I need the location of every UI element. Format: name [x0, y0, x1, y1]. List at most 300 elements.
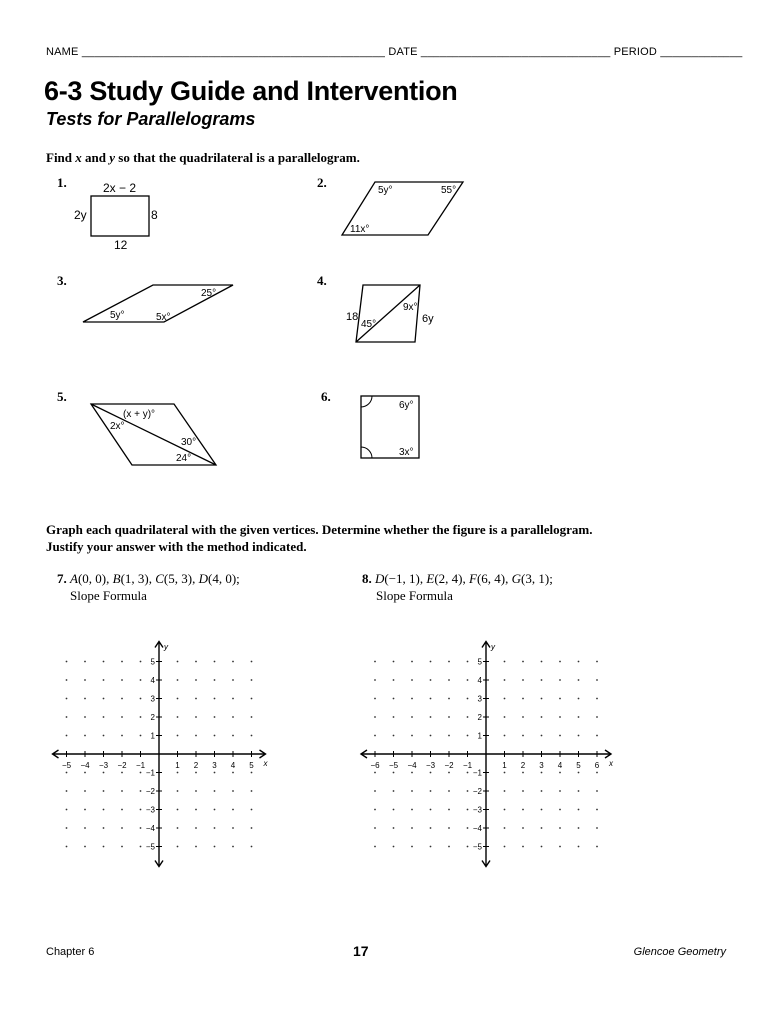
- vertex-coords: (4, 0): [207, 571, 237, 586]
- grid-dot: [541, 772, 543, 774]
- rectangle-shape: [91, 196, 149, 236]
- grid-dot: [121, 772, 123, 774]
- problem-2-number: 2.: [317, 175, 327, 190]
- grid-dot: [596, 679, 598, 681]
- grid-dot: [596, 661, 598, 663]
- grid-dot: [393, 772, 395, 774]
- angle-arc: [361, 396, 372, 407]
- grid-dot: [448, 772, 450, 774]
- figure-4-side-6y: 6y: [422, 313, 434, 325]
- grid-dot: [504, 716, 506, 718]
- problem-4-number: 4.: [317, 273, 327, 288]
- grid-dot: [214, 827, 216, 829]
- grid-dot: [374, 809, 376, 811]
- grid-dot: [84, 716, 86, 718]
- grid-dot: [411, 827, 413, 829]
- grid-dot: [214, 846, 216, 848]
- grid-dot: [374, 698, 376, 700]
- y-axis-label: y: [491, 642, 495, 652]
- grid-dot: [374, 679, 376, 681]
- x-tick-label: 3: [212, 761, 217, 770]
- y-tick-label: 1: [477, 731, 482, 741]
- figure-3-angle-5y: 5y°: [110, 310, 125, 321]
- x-tick-label: 5: [576, 761, 581, 770]
- grid-dot: [121, 827, 123, 829]
- grid-dot: [578, 809, 580, 811]
- grid-dot: [430, 698, 432, 700]
- figure-1-left-label: 2y: [74, 208, 87, 222]
- grid-dot: [374, 790, 376, 792]
- grid-dot: [140, 716, 142, 718]
- grid-dot: [596, 809, 598, 811]
- grid-dot: [140, 735, 142, 737]
- y-tick-label: 2: [150, 713, 155, 722]
- grid-dot: [103, 735, 105, 737]
- grid-dot: [541, 846, 543, 848]
- x-tick-label: −6: [370, 761, 380, 770]
- grid-dot: [195, 809, 197, 811]
- grid-dot: [448, 735, 450, 737]
- vertex-label: G: [511, 571, 522, 586]
- grid-dot: [84, 846, 86, 848]
- grid-dot: [578, 661, 580, 663]
- grid-dot: [467, 735, 469, 737]
- grid-dot: [541, 790, 543, 792]
- grid-dot: [140, 679, 142, 681]
- grid-dot: [84, 827, 86, 829]
- grid-dot: [430, 735, 432, 737]
- y-tick-label: −2: [472, 787, 482, 796]
- grid-dot: [232, 846, 234, 848]
- grid-dot: [467, 661, 469, 663]
- grid-dot: [448, 698, 450, 700]
- grid-dot: [393, 735, 395, 737]
- grid-dot: [411, 846, 413, 848]
- grid-dot: [430, 716, 432, 718]
- grid-dot: [140, 698, 142, 700]
- figure-5-angle-xy: (x + y)°: [123, 409, 156, 420]
- grid-dot: [467, 716, 469, 718]
- vertex-coords: (1, 3): [120, 571, 149, 586]
- grid-dot: [251, 827, 253, 829]
- grid-dot: [177, 735, 179, 737]
- grid-dot: [232, 661, 234, 663]
- y-tick-label: 5: [477, 657, 482, 667]
- grid-dot: [177, 772, 179, 774]
- grid-dot: [467, 846, 469, 848]
- grid-dot: [214, 698, 216, 700]
- x-tick-label: 2: [193, 761, 199, 770]
- problem-8-method: Slope Formula: [376, 588, 453, 603]
- figure-5-angle-24: 24°: [176, 453, 192, 464]
- grid-dot: [177, 790, 179, 792]
- grid-dot: [84, 661, 86, 663]
- section2-instruction-line2: Justify your answer with the method indicated.: [46, 539, 307, 554]
- grid-dot: [251, 735, 253, 737]
- grid-dot: [66, 698, 68, 700]
- grid-dot: [84, 735, 86, 737]
- grid-dot: [559, 790, 561, 792]
- figure-6-quadrilateral: [361, 396, 419, 458]
- grid-dot: [195, 716, 197, 718]
- grid-dot: [66, 790, 68, 792]
- grid-dot: [177, 679, 179, 681]
- grid-dot: [214, 735, 216, 737]
- y-tick-label: 5: [150, 657, 155, 667]
- grid-dot: [596, 846, 598, 848]
- grid-dot: [522, 735, 524, 737]
- figure-1-top-label: 2x − 2: [103, 181, 137, 195]
- grid-dot: [66, 661, 68, 663]
- grid-dot: [103, 679, 105, 681]
- grid-dot: [232, 790, 234, 792]
- grid-dot: [393, 679, 395, 681]
- x-axis-label: x: [263, 759, 268, 768]
- grid-dot: [232, 716, 234, 718]
- grid-dot: [522, 679, 524, 681]
- grid-dot: [522, 846, 524, 848]
- grid-dot: [522, 716, 524, 718]
- grid-dot: [374, 846, 376, 848]
- grid-dot: [430, 790, 432, 792]
- problem-8-text: 8. D(−1, 1), E(2, 4), F(6, 4), G(3, 1); Slope Formula: [362, 571, 553, 603]
- grid-dot: [177, 809, 179, 811]
- grid-dot: [232, 698, 234, 700]
- x-tick-label: 1: [502, 761, 507, 770]
- figure-4-parallelogram: [346, 285, 434, 342]
- grid-dot: [541, 809, 543, 811]
- grid-dot: [541, 716, 543, 718]
- vertex-coords: (5, 3): [163, 571, 193, 586]
- grid-dot: [467, 827, 469, 829]
- grid-dot: [251, 661, 253, 663]
- vertex-coords: (2, 4): [434, 571, 463, 586]
- grid-dot: [177, 827, 179, 829]
- x-tick-label: 4: [230, 761, 236, 770]
- y-tick-label: −3: [145, 805, 155, 815]
- grid-dot: [541, 661, 543, 663]
- instr-part: Find: [46, 150, 76, 165]
- grid-dot: [121, 698, 123, 700]
- grid-dot: [504, 735, 506, 737]
- angle-arc: [361, 447, 372, 458]
- grid-dot: [411, 698, 413, 700]
- grid-dot: [596, 698, 598, 700]
- grid-dot: [232, 735, 234, 737]
- grid-dot: [103, 716, 105, 718]
- instr-part: so that the quadrilateral is a parallelogram.: [115, 150, 360, 165]
- grid-dot: [559, 679, 561, 681]
- y-tick-label: 4: [150, 676, 155, 685]
- grid-dot: [578, 846, 580, 848]
- grid-dot: [559, 661, 561, 663]
- grid-dot: [66, 809, 68, 811]
- grid-dot: [504, 679, 506, 681]
- grid-dot: [121, 846, 123, 848]
- figure-3-angle-25: 25°: [201, 288, 217, 299]
- grid-dot: [195, 661, 197, 663]
- y-tick-label: −5: [145, 842, 155, 852]
- grid-dot: [578, 679, 580, 681]
- grid-dot: [559, 772, 561, 774]
- vertex-label: F: [469, 571, 477, 586]
- figure-3-parallelogram: [83, 285, 233, 323]
- grid-dot: [121, 809, 123, 811]
- grid-dot: [140, 809, 142, 811]
- grid-dot: [140, 661, 142, 663]
- x-tick-label: 2: [520, 761, 526, 770]
- grid-dot: [121, 790, 123, 792]
- x-tick-label: 3: [539, 761, 544, 770]
- x-tick-label: −3: [425, 761, 436, 770]
- page-subtitle: Tests for Parallelograms: [46, 109, 256, 129]
- footer-publisher: Glencoe Geometry: [633, 946, 726, 958]
- grid-dot: [448, 846, 450, 848]
- grid-dot: [214, 790, 216, 792]
- figure-1-right-label: 8: [151, 208, 158, 222]
- grid-dot: [121, 679, 123, 681]
- x-tick-label: −5: [388, 761, 399, 770]
- y-tick-label: −1: [145, 768, 155, 778]
- grid-dot: [430, 772, 432, 774]
- grid-dot: [374, 827, 376, 829]
- grid-dot: [504, 661, 506, 663]
- figure-2-angle-5y: 5y°: [378, 185, 393, 196]
- grid-dot: [232, 772, 234, 774]
- vertex-coords: (−1, 1): [384, 571, 420, 586]
- grid-dot: [559, 716, 561, 718]
- x-tick-label: 1: [175, 761, 180, 770]
- x-tick-label: −2: [444, 761, 454, 770]
- vertex-label: E: [426, 571, 435, 586]
- grid-dot: [103, 809, 105, 811]
- grid-dot: [251, 772, 253, 774]
- footer-page-number: 17: [353, 943, 369, 959]
- grid-dot: [578, 698, 580, 700]
- figure-5-angle-30: 30°: [181, 437, 197, 448]
- grid-dot: [251, 790, 253, 792]
- grid-dot: [140, 846, 142, 848]
- grid-dot: [411, 790, 413, 792]
- figure-4-angle-9x: 9x°: [403, 302, 418, 313]
- page-title: 6-3 Study Guide and Intervention: [44, 76, 458, 106]
- grid-dot: [393, 790, 395, 792]
- grid-dot: [103, 698, 105, 700]
- grid-dot: [559, 698, 561, 700]
- grid-dot: [84, 698, 86, 700]
- grid-dot: [504, 698, 506, 700]
- section2-instruction-line1: Graph each quadrilateral with the given vertices. Determine whether the figure is a parallelogram.: [46, 522, 593, 537]
- grid-dot: [467, 679, 469, 681]
- grid-dot: [121, 716, 123, 718]
- x-tick-label: −4: [407, 761, 417, 770]
- grid-dot: [374, 772, 376, 774]
- y-tick-label: −1: [472, 768, 482, 778]
- grid-dot: [504, 827, 506, 829]
- grid-dot: [578, 790, 580, 792]
- grid-dot: [411, 661, 413, 663]
- figure-6-angle-3x: 3x°: [399, 447, 414, 458]
- grid-dot: [140, 790, 142, 792]
- grid-dot: [559, 846, 561, 848]
- x-tick-label: −2: [117, 761, 127, 770]
- y-tick-label: −3: [472, 805, 482, 815]
- header-name-date-period: NAME ________________________________________________ DATE ______________________________ PERIOD _____________: [46, 46, 743, 58]
- grid-dot: [411, 735, 413, 737]
- instr-var-y: y: [109, 150, 116, 165]
- problem-7-method: Slope Formula: [70, 588, 147, 603]
- grid-dot: [411, 772, 413, 774]
- grid-dot: [195, 827, 197, 829]
- x-axis-label: x: [609, 759, 613, 768]
- grid-dot: [177, 846, 179, 848]
- grid-dot: [541, 679, 543, 681]
- problem-8-number: 8.: [362, 571, 372, 586]
- vertex-label: B: [112, 571, 121, 586]
- instr-var-x: x: [75, 150, 82, 165]
- grid-dot: [559, 735, 561, 737]
- grid-dot: [411, 679, 413, 681]
- x-tick-label: −1: [462, 761, 473, 770]
- grid-dot: [103, 827, 105, 829]
- grid-dot: [393, 846, 395, 848]
- y-tick-label: −4: [472, 824, 482, 833]
- figure-4-angle-45: 45°: [361, 319, 377, 330]
- x-tick-label: −3: [98, 761, 109, 770]
- grid-dot: [84, 809, 86, 811]
- grid-dot: [448, 679, 450, 681]
- grid-dot: [430, 846, 432, 848]
- grid-dot: [430, 827, 432, 829]
- grid-dot: [66, 772, 68, 774]
- grid-dot: [140, 827, 142, 829]
- grid-dot: [411, 809, 413, 811]
- grid-dot: [504, 846, 506, 848]
- grid-dot: [195, 735, 197, 737]
- y-tick-label: 3: [150, 694, 155, 704]
- x-tick-label: 5: [249, 761, 254, 770]
- x-tick-label: −5: [61, 761, 72, 770]
- grid-dot: [596, 735, 598, 737]
- grid-dot: [596, 790, 598, 792]
- grid-dot: [448, 790, 450, 792]
- x-tick-label: 6: [594, 761, 600, 770]
- grid-dot: [195, 698, 197, 700]
- grid-dot: [393, 827, 395, 829]
- figure-6-angle-6y: 6y°: [399, 400, 414, 411]
- footer-chapter: Chapter 6: [46, 946, 95, 958]
- grid-dot: [195, 790, 197, 792]
- grid-dot: [448, 716, 450, 718]
- grid-dot: [541, 698, 543, 700]
- grid-dot: [66, 716, 68, 718]
- grid-dot: [596, 772, 598, 774]
- grid-dot: [251, 698, 253, 700]
- grid-dot: [103, 772, 105, 774]
- y-tick-label: 2: [477, 713, 482, 722]
- problem-7-text: 7. A(0, 0), B(1, 3), C(5, 3), D(4, 0); Slope Formula: [57, 571, 240, 603]
- vertex-label: C: [155, 571, 164, 586]
- grid-dot: [393, 716, 395, 718]
- problem-1-number: 1.: [57, 175, 67, 190]
- grid-dot: [522, 661, 524, 663]
- grid-dot: [177, 698, 179, 700]
- figure-2-parallelogram: [342, 182, 463, 235]
- y-tick-label: −5: [472, 842, 482, 852]
- y-axis-label: y: [164, 642, 168, 652]
- vertex-coords: (6, 4): [476, 571, 506, 586]
- vertex-coords: (3, 1): [521, 571, 550, 586]
- grid-dot: [522, 827, 524, 829]
- problem-3-number: 3.: [57, 273, 67, 288]
- grid-dot: [232, 679, 234, 681]
- vertex-label: D: [198, 571, 208, 586]
- grid-dot: [522, 790, 524, 792]
- figure-2-angle-55: 55°: [441, 185, 457, 196]
- coordinate-grid-8[interactable]: [355, 630, 620, 875]
- grid-dot: [467, 809, 469, 811]
- grid-dot: [448, 827, 450, 829]
- grid-dot: [522, 698, 524, 700]
- y-tick-label: 3: [477, 694, 482, 704]
- grid-dot: [251, 809, 253, 811]
- instr-part: and: [81, 150, 110, 165]
- grid-dot: [214, 679, 216, 681]
- grid-dot: [66, 735, 68, 737]
- grid-dot: [84, 679, 86, 681]
- grid-dot: [393, 809, 395, 811]
- grid-dot: [467, 698, 469, 700]
- grid-dot: [195, 679, 197, 681]
- grid-dot: [66, 846, 68, 848]
- figure-1-bottom-label: 12: [114, 238, 128, 252]
- grid-dot: [232, 809, 234, 811]
- grid-dot: [177, 661, 179, 663]
- grid-dot: [103, 846, 105, 848]
- grid-dot: [374, 716, 376, 718]
- grid-dot: [374, 661, 376, 663]
- grid-dot: [393, 698, 395, 700]
- grid-dot: [66, 827, 68, 829]
- vertex-label: D: [375, 571, 385, 586]
- grid-dot: [430, 679, 432, 681]
- coordinate-grid-7[interactable]: [40, 630, 290, 875]
- grid-dot: [522, 809, 524, 811]
- grid-dot: [578, 735, 580, 737]
- grid-dot: [103, 790, 105, 792]
- grid-dot: [411, 716, 413, 718]
- figure-4-side-18: 18: [346, 311, 359, 323]
- grid-dot: [430, 809, 432, 811]
- figure-5-parallelogram: [91, 404, 216, 465]
- grid-dot: [374, 735, 376, 737]
- figure-5-angle-2x: 2x°: [110, 421, 125, 432]
- grid-dot: [251, 716, 253, 718]
- grid-dot: [195, 772, 197, 774]
- grid-dot: [232, 827, 234, 829]
- grid-dot: [66, 679, 68, 681]
- grid-dot: [578, 716, 580, 718]
- grid-dot: [214, 661, 216, 663]
- grid-dot: [504, 809, 506, 811]
- figure-3-angle-5x: 5x°: [156, 312, 171, 323]
- figure-1-rectangle: [74, 181, 158, 252]
- grid-dot: [596, 716, 598, 718]
- grid-dot: [214, 716, 216, 718]
- grid-dot: [430, 661, 432, 663]
- y-tick-label: −2: [145, 787, 155, 796]
- vertex-label: A: [70, 571, 78, 586]
